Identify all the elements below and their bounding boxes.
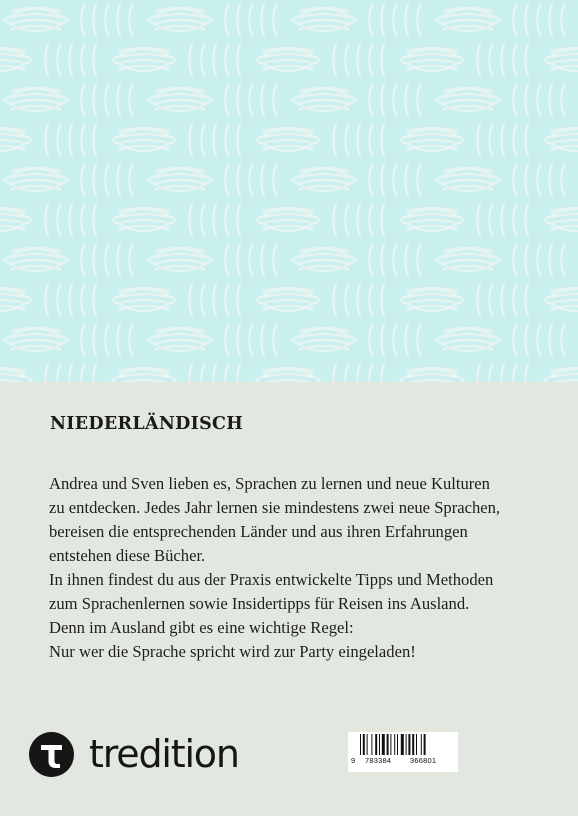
barcode-bar bbox=[408, 734, 410, 755]
back-cover-blurb bbox=[49, 472, 549, 664]
barcode-bars bbox=[360, 734, 448, 755]
barcode-bar bbox=[424, 734, 426, 755]
barcode-bar bbox=[412, 734, 414, 755]
book-title: NIEDERLÄNDISCH bbox=[50, 414, 244, 434]
barcode-bar bbox=[406, 734, 407, 755]
barcode-group-2: 366801 bbox=[410, 756, 437, 765]
blurb-line: Nur wer die Sprache spricht wird zur Party eingeladen! bbox=[49, 642, 416, 661]
blurb-line: Andrea und Sven lieben es, Sprachen zu lernen und neue Kulturen bbox=[49, 474, 490, 493]
barcode-bar bbox=[379, 734, 380, 755]
barcode-bar bbox=[390, 734, 391, 755]
cover-pattern bbox=[0, 0, 578, 382]
barcode-bar bbox=[382, 734, 385, 755]
barcode-bar bbox=[360, 734, 361, 755]
blurb-line: entstehen diese Bücher. bbox=[49, 546, 206, 565]
publisher-name: tredition bbox=[89, 732, 239, 776]
isbn-barcode bbox=[348, 732, 458, 772]
barcode-bar bbox=[397, 734, 398, 755]
blurb-line: bereisen die entsprechenden Länder und aus ihren Erfahrungen bbox=[49, 522, 468, 541]
blurb-line: zum Sprachenlernen sowie Insidertipps für Reisen ins Ausland. bbox=[49, 594, 470, 613]
barcode-bar bbox=[363, 734, 365, 755]
publisher-logo bbox=[29, 732, 239, 777]
barcode-group-1: 783384 bbox=[365, 756, 392, 765]
barcode-bar bbox=[401, 734, 404, 755]
blurb-line: Denn im Ausland gibt es eine wichtige Regel: bbox=[49, 618, 354, 637]
barcode-bar bbox=[375, 734, 377, 755]
barcode-bar bbox=[421, 734, 422, 755]
blurb-line: In ihnen findest du aus der Praxis entwickelte Tipps und Methoden bbox=[49, 570, 494, 589]
barcode-bar bbox=[416, 734, 417, 755]
barcode-bar bbox=[371, 734, 372, 755]
barcode-bar bbox=[367, 734, 368, 755]
weave-pattern bbox=[0, 0, 578, 382]
tredition-t-logo-icon bbox=[29, 732, 74, 777]
blurb-line: zu entdecken. Jedes Jahr lernen sie mindestens zwei neue Sprachen, bbox=[49, 498, 501, 517]
barcode-lead-digit: 9 bbox=[351, 756, 356, 765]
barcode-bar bbox=[387, 734, 389, 755]
barcode-bar bbox=[394, 734, 395, 755]
